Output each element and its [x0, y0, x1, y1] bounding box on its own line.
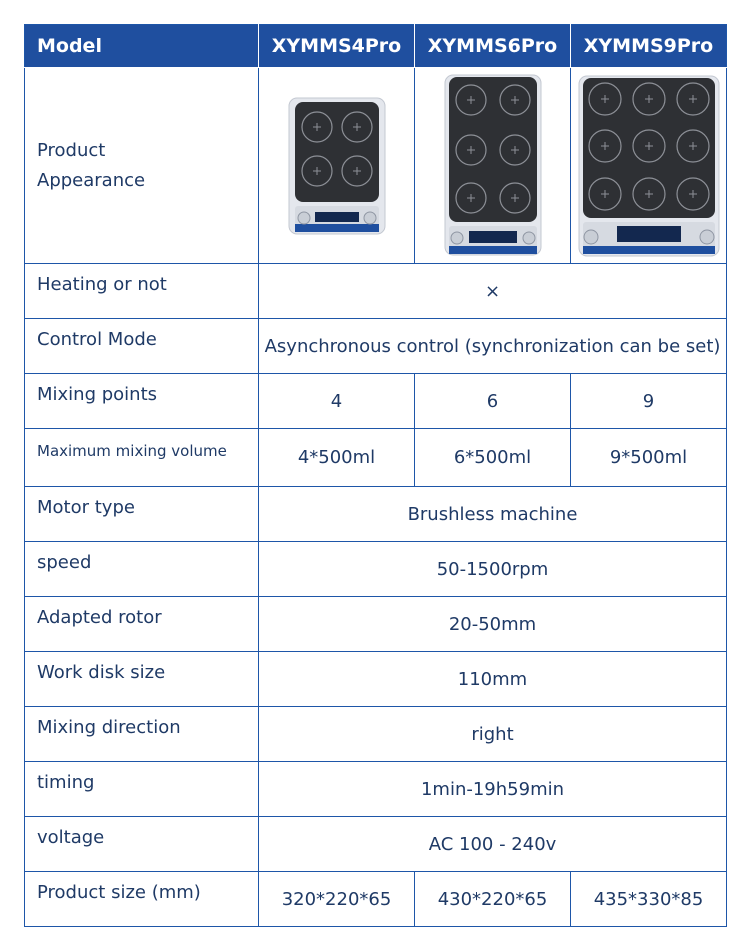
header-model-2: XYMMS6Pro	[415, 25, 571, 68]
header-model-1: XYMMS4Pro	[259, 25, 415, 68]
row-max-volume	[25, 429, 727, 487]
row-label: Maximum mixing volume	[25, 429, 259, 487]
product-image-6pro	[415, 68, 571, 264]
product-image-4pro	[259, 68, 415, 264]
row-label: Mixing direction	[25, 707, 259, 762]
row-label: Work disk size	[25, 652, 259, 707]
row-value: 110mm	[259, 652, 727, 707]
stirrer-9-position-image	[577, 74, 721, 258]
row-adapted-rotor	[25, 597, 727, 652]
appearance-label-line2: Appearance	[37, 169, 146, 191]
row-value: 9*500ml	[571, 429, 727, 487]
row-value: 320*220*65	[259, 872, 415, 927]
row-product-size	[25, 872, 727, 927]
row-label: Product size (mm)	[25, 872, 259, 927]
row-voltage	[25, 817, 727, 872]
row-value: AC 100 - 240v	[259, 817, 727, 872]
row-label: timing	[25, 762, 259, 817]
row-value: 6*500ml	[415, 429, 571, 487]
row-motor-type	[25, 487, 727, 542]
row-value: 4	[259, 374, 415, 429]
row-timing	[25, 762, 727, 817]
row-value: 435*330*85	[571, 872, 727, 927]
row-label: voltage	[25, 817, 259, 872]
row-value: 4*500ml	[259, 429, 415, 487]
appearance-label	[25, 68, 259, 264]
row-value: Asynchronous control (synchronization can be set)	[259, 319, 727, 374]
row-work-disk-size	[25, 652, 727, 707]
spec-table	[24, 24, 727, 927]
row-value: ×	[259, 264, 727, 319]
product-image-9pro	[571, 68, 727, 264]
row-value: 6	[415, 374, 571, 429]
row-label: Adapted rotor	[25, 597, 259, 652]
header-model-label: Model	[25, 25, 259, 68]
row-speed	[25, 542, 727, 597]
stirrer-4-position-image	[287, 96, 387, 236]
row-value: Brushless machine	[259, 487, 727, 542]
row-value: 9	[571, 374, 727, 429]
row-label: Mixing points	[25, 374, 259, 429]
stirrer-6-position-image	[443, 73, 543, 258]
row-mixing-points	[25, 374, 727, 429]
appearance-row	[25, 68, 727, 264]
row-label: Motor type	[25, 487, 259, 542]
row-value: 20-50mm	[259, 597, 727, 652]
row-mixing-direction	[25, 707, 727, 762]
header-model-3: XYMMS9Pro	[571, 25, 727, 68]
row-label: Heating or not	[25, 264, 259, 319]
row-control-mode	[25, 319, 727, 374]
row-value: 1min-19h59min	[259, 762, 727, 817]
row-value: 430*220*65	[415, 872, 571, 927]
row-value: right	[259, 707, 727, 762]
row-label: speed	[25, 542, 259, 597]
row-heating	[25, 264, 727, 319]
row-value: 50-1500rpm	[259, 542, 727, 597]
appearance-label-line1: Product	[37, 139, 106, 161]
row-label: Control Mode	[25, 319, 259, 374]
header-row	[25, 25, 727, 68]
